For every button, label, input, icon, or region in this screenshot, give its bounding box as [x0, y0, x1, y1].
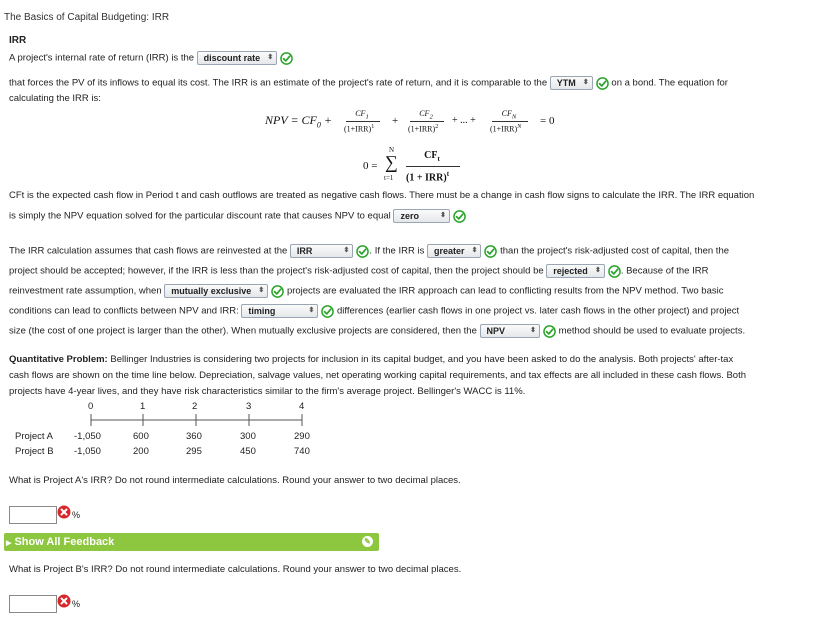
frac2-den: $(1+IRR)^2$: [408, 124, 439, 134]
frac1-bar: [346, 121, 380, 122]
select-irr-comparison[interactable]: greater ⬍: [427, 244, 482, 258]
select-project-decision[interactable]: rejected ⬍: [546, 264, 605, 278]
cash-flow: 200: [133, 446, 149, 457]
para3-line3: [9, 284, 723, 298]
para3-text-i: differences (earlier cash flows in one project vs. later cash flows in the other project) and project: [337, 305, 740, 317]
para2-text-a: CFt is the expected cash flow in Period t and cash outflows are treated as negative cash flows. There must be a change in cash flow signs to calculate the IRR. The IRR equation: [9, 190, 755, 201]
triangle-right-icon: ▶: [6, 540, 12, 547]
chevron-icon: ⬍: [471, 247, 478, 254]
zero-equals: 0 =: [363, 160, 378, 172]
frac1-num: $CF_1$: [355, 109, 369, 121]
period-1: 1: [140, 401, 146, 412]
sum-bar: [406, 166, 460, 167]
sum-num: $CF_t$: [424, 150, 440, 163]
para3-text-b: . If the IRR is: [369, 245, 425, 257]
correct-check-icon: [280, 52, 293, 65]
chevron-icon: ⬍: [258, 287, 265, 294]
period-0: 0: [88, 401, 94, 412]
para3-line5: [9, 324, 745, 338]
para1-text-d: calculating the IRR is:: [9, 93, 101, 104]
para3-text-k: method should be used to evaluate projects.: [558, 325, 746, 337]
ellipsis: + ... +: [452, 115, 476, 126]
cash-flow: 740: [294, 446, 310, 457]
project-b-irr-input[interactable]: [9, 595, 57, 613]
problem-line2: cash flows are shown on the time line below. Depreciation, salvage values, net operating working capital requirements, and tax effects are all included in these cash flows. Both: [9, 370, 747, 381]
para3-line4: [9, 304, 739, 318]
para2-line2: [9, 209, 466, 223]
chevron-icon: ⬍: [308, 307, 315, 314]
percent-unit: %: [72, 599, 81, 609]
chevron-icon: ⬍: [343, 247, 350, 254]
correct-check-icon: [543, 325, 556, 338]
cash-flow: 360: [186, 431, 202, 442]
select-npv-equal[interactable]: zero ⬍: [393, 209, 450, 223]
cash-flow: 295: [186, 446, 202, 457]
period-3: 3: [246, 401, 252, 412]
correct-check-icon: [321, 305, 334, 318]
para1-text-a: A project's internal rate of return (IRR) is the: [9, 52, 195, 64]
cash-flow: -1,050: [74, 446, 101, 457]
fracn-num: $CF_N$: [501, 109, 517, 121]
correct-check-icon: [356, 245, 369, 258]
cash-flow: 300: [240, 431, 256, 442]
npv-label: NPV = $CF_0$ +: [265, 113, 332, 130]
frac1-den: $(1+IRR)^1$: [344, 124, 375, 134]
correct-check-icon: [484, 245, 497, 258]
question-b: What is Project B's IRR? Do not round intermediate calculations. Round your answer to two decimal places.: [9, 564, 462, 575]
cash-flow: -1,050: [74, 431, 101, 442]
frac2-bar: [410, 121, 444, 122]
page-title: The Basics of Capital Budgeting: IRR: [4, 12, 170, 23]
chevron-icon: ⬍: [582, 79, 589, 86]
select-project-type[interactable]: mutually exclusive ⬍: [164, 284, 268, 298]
fracn-bar: [492, 121, 528, 122]
percent-unit: %: [72, 510, 81, 520]
chevron-icon: ⬍: [530, 327, 537, 334]
chevron-icon: ⬍: [594, 267, 601, 274]
period-4: 4: [299, 401, 305, 412]
project-a-irr-input[interactable]: [9, 506, 57, 524]
sigma-lower: t=1: [384, 174, 394, 182]
para3-text-e: . Because of the IRR: [620, 265, 709, 277]
para1-text-b: that forces the PV of its inflows to equal its cost. The IRR is an estimate of the project's rate of return, and it is comparable to the: [9, 77, 548, 89]
para3-text-f: reinvestment rate assumption, when: [9, 285, 162, 297]
correct-check-icon: [271, 285, 284, 298]
select-irr-definition[interactable]: discount rate ⬍: [197, 51, 278, 65]
pencil-icon: ✎: [362, 536, 373, 547]
chevron-icon: ⬍: [440, 212, 446, 219]
correct-check-icon: [453, 210, 466, 223]
correct-check-icon: [596, 77, 609, 90]
plus-sign: +: [392, 115, 399, 127]
para1-line2: [9, 76, 728, 90]
fracn-den: $(1+IRR)^N$: [490, 124, 522, 134]
timeline-axis: [80, 412, 320, 428]
project-b-label: Project B: [15, 446, 54, 457]
problem-label: Quantitative Problem:: [9, 354, 108, 365]
section-heading: IRR: [9, 35, 27, 46]
sigma-icon: ∑: [385, 152, 398, 172]
para3-text-a: The IRR calculation assumes that cash flows are reinvested at the: [9, 245, 288, 257]
para3-text-j: size (the cost of one project is larger than the other). When mutually exclusive projects are considered, then the: [9, 325, 477, 337]
cash-flow: 450: [240, 446, 256, 457]
para3-line1: [9, 244, 729, 258]
incorrect-x-icon: [57, 594, 71, 608]
para3-text-g: projects are evaluated the IRR approach can lead to conflicting results from the NPV method. Two basic: [286, 285, 724, 297]
feedback-label: Show All Feedback: [14, 536, 115, 548]
para2-text-b: is simply the NPV equation solved for the particular discount rate that causes NPV to equal: [9, 210, 391, 222]
equals-zero: = 0: [540, 115, 555, 127]
frac2-num: $CF_2$: [419, 109, 433, 121]
para1-line1: [9, 51, 293, 65]
problem-line1: Quantitative Problem: Bellinger Industries is considering two projects for inclusion in its capital budget, and you have been asked to do the analysis. Both projects' after-tax: [9, 354, 734, 365]
cash-flow: 290: [294, 431, 310, 442]
para3-text-c: than the project's risk-adjusted cost of capital, then the: [500, 245, 730, 257]
select-evaluation-method[interactable]: NPV ⬍: [480, 324, 541, 338]
cash-flow: 600: [133, 431, 149, 442]
select-conflict-condition[interactable]: timing ⬍: [241, 304, 318, 318]
period-2: 2: [192, 401, 198, 412]
problem-line3: projects have 4-year lives, and they have risk characteristics similar to the firm's average project. Bellinger's WACC is 11%.: [9, 386, 526, 397]
incorrect-x-icon: [57, 505, 71, 519]
project-a-label: Project A: [15, 431, 54, 442]
sum-den: (1 + IRR)$^t$: [406, 170, 450, 184]
para3-text-d: project should be accepted; however, if the IRR is less than the project's risk-adjusted cost of capital, then the project should be: [9, 265, 544, 277]
select-reinvest-rate[interactable]: IRR ⬍: [290, 244, 354, 258]
select-comparable[interactable]: YTM ⬍: [550, 76, 593, 90]
para3-text-h: conditions can lead to conflicts between NPV and IRR:: [9, 305, 239, 317]
chevron-icon: ⬍: [267, 54, 274, 61]
correct-check-icon: [608, 265, 621, 278]
show-all-feedback-button[interactable]: [4, 533, 379, 551]
para3-line2: [9, 264, 708, 278]
para1-text-c: on a bond. The equation for: [611, 77, 728, 89]
question-a: What is Project A's IRR? Do not round intermediate calculations. Round your answer to two decimal places.: [9, 475, 461, 486]
sigma-upper: N: [389, 146, 395, 154]
